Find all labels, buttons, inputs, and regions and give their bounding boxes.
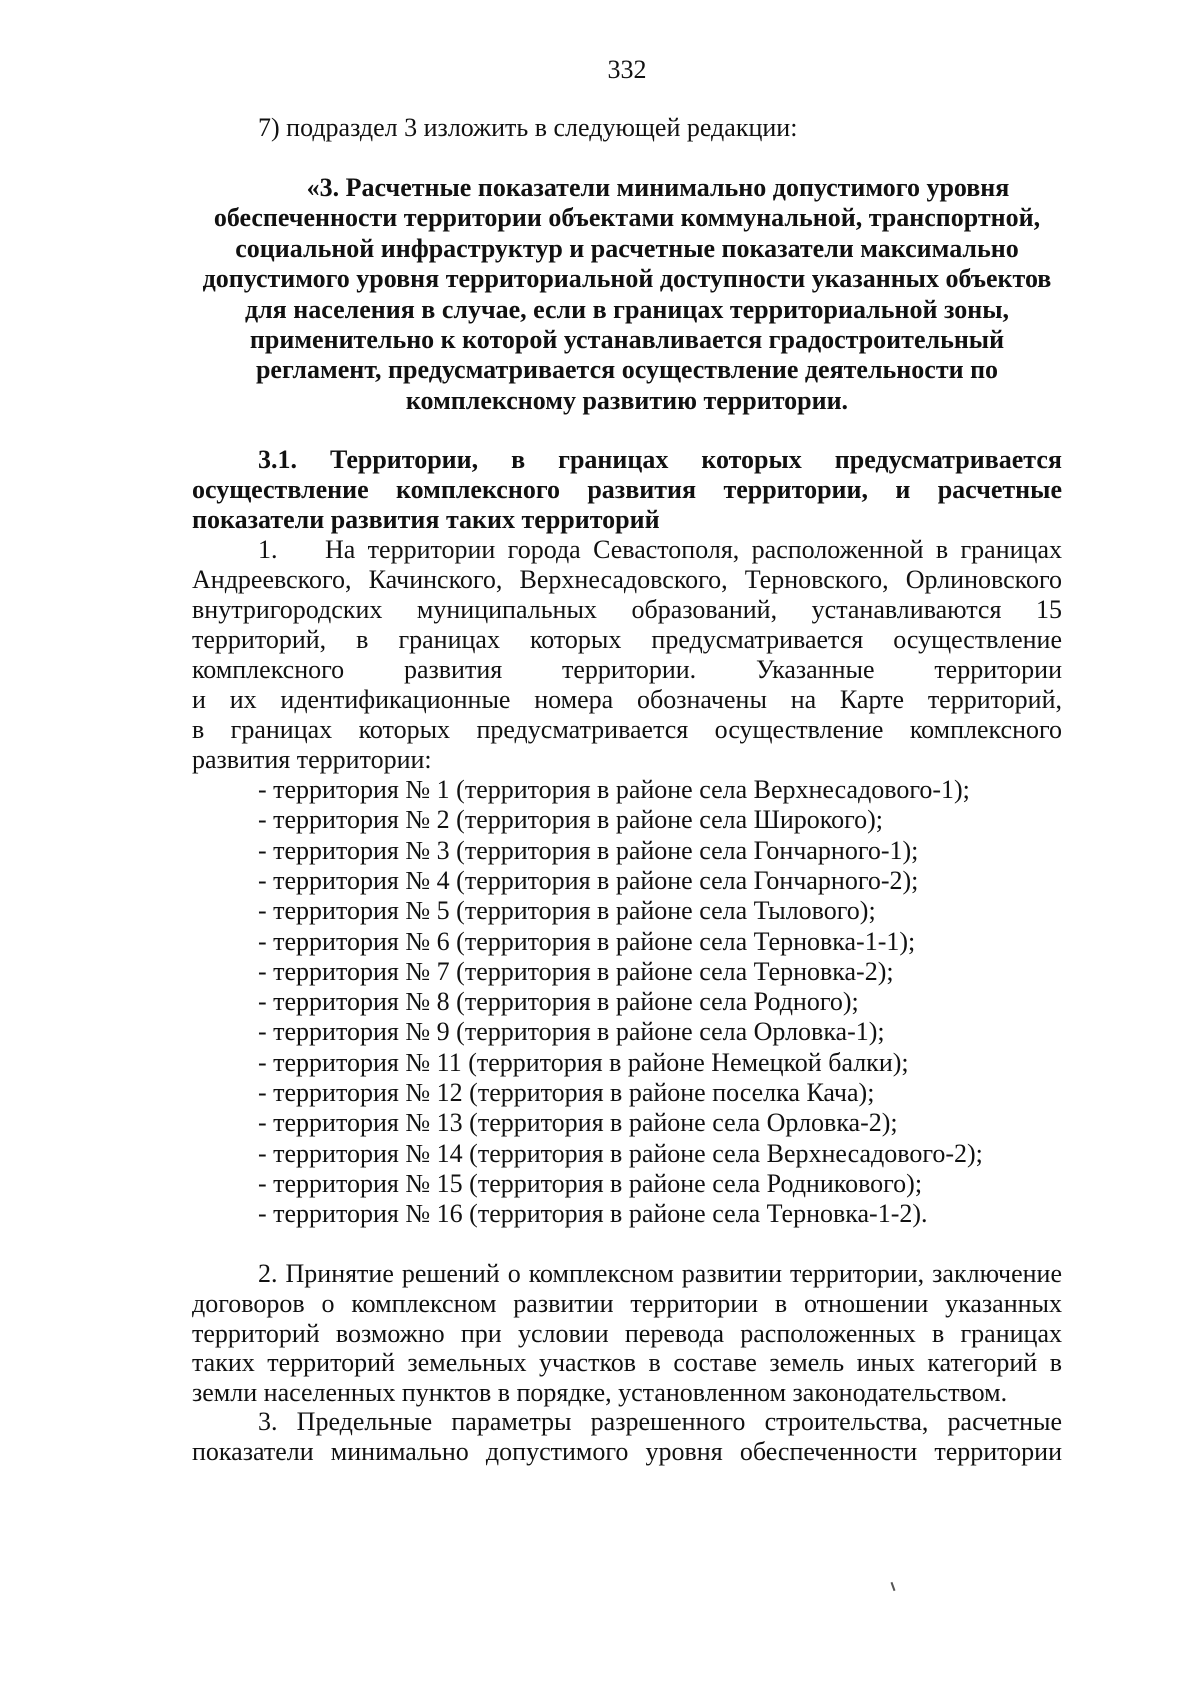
list-item: - территория № 7 (территория в районе села Терновка-2); [258, 957, 894, 986]
heading-line: обеспеченности территории объектами коммунальной, транспортной, [213, 203, 1041, 232]
list-item: - территория № 5 (территория в районе села Тылового); [258, 896, 876, 925]
page-number: 332 [607, 55, 647, 84]
list-item: - территория № 3 (территория в районе села Гончарного-1); [258, 836, 919, 865]
paragraph-line: развития территории: [192, 745, 432, 774]
intro-line: 7) подраздел 3 изложить в следующей редакции: [258, 113, 798, 142]
list-item: - территория № 8 (территория в районе села Родного); [258, 987, 859, 1016]
paragraph-line: территорий, в границах которых предусматривается осуществление [192, 625, 1062, 654]
heading-line: применительно к которой устанавливается градостроительный [249, 325, 1005, 354]
list-item: - территория № 2 (территория в районе села Широкого); [258, 805, 883, 834]
subheading-line: осуществление комплексного развития территории, и расчетные [192, 475, 1062, 504]
paragraph-line: комплексного развития территории. Указанные территории [192, 655, 1062, 684]
list-item: - территория № 4 (территория в районе села Гончарного-2); [258, 866, 919, 895]
paragraph-line: в границах которых предусматривается осуществление комплексного [192, 715, 1062, 744]
scan-mark [891, 1582, 896, 1591]
paragraph-line: территорий возможно при условии перевода расположенных в границах [192, 1319, 1062, 1348]
list-item: - территория № 12 (территория в районе поселка Кача); [258, 1078, 875, 1107]
heading-line: комплексному развитию территории. [405, 386, 849, 415]
paragraph-line: 2. Принятие решений о комплексном развитии территории, заключение [258, 1259, 1062, 1288]
paragraph-line: 3. Предельные параметры разрешенного строительства, расчетные [258, 1407, 1062, 1436]
list-item: - территория № 15 (территория в районе села Родникового); [258, 1169, 923, 1198]
paragraph-line: Андреевского, Качинского, Верхнесадовского, Терновского, Орлиновского [192, 565, 1062, 594]
paragraph-line: таких территорий земельных участков в составе земель иных категорий в [192, 1348, 1062, 1377]
heading-line: социальной инфраструктур и расчетные показатели максимально [235, 234, 1019, 263]
list-item: - территория № 14 (территория в районе села Верхнесадового-2); [258, 1139, 983, 1168]
paragraph-line: договоров о комплексном развитии территории в отношении указанных [192, 1289, 1062, 1318]
list-item: - территория № 13 (территория в районе села Орловка-2); [258, 1108, 898, 1137]
paragraph-line: земли населенных пунктов в порядке, установленном законодательством. [192, 1378, 1008, 1407]
list-item: - территория № 11 (территория в районе Немецкой балки); [258, 1048, 909, 1077]
list-item: - территория № 16 (территория в районе села Терновка-1-2). [258, 1199, 928, 1228]
heading-line: для населения в случае, если в границах территориальной зоны, [244, 295, 1010, 324]
heading-line: регламент, предусматривается осуществление деятельности по [255, 355, 999, 384]
heading-line: «3. Расчетные показатели минимально допустимого уровня [306, 173, 1010, 202]
paragraph-line: На территории города Севастополя, расположенной в границах [325, 535, 1062, 564]
paragraph-line: показатели минимально допустимого уровня обеспеченности территории [192, 1437, 1062, 1466]
list-item: - территория № 9 (территория в районе села Орловка-1); [258, 1017, 885, 1046]
list-item: - территория № 1 (территория в районе села Верхнесадового-1); [258, 775, 970, 804]
paragraph-line: внутригородских муниципальных образований, устанавливаются 15 [192, 595, 1062, 624]
paragraph-number: 1. [258, 535, 278, 564]
subheading-line: 3.1. Территории, в границах которых предусматривается [258, 445, 1062, 474]
paragraph-line: и их идентификационные номера обозначены на Карте территорий, [192, 685, 1062, 714]
list-item: - территория № 6 (территория в районе села Терновка-1-1); [258, 927, 916, 956]
heading-line: допустимого уровня территориальной доступности указанных объектов [202, 264, 1052, 293]
subheading-line: показатели развития таких территорий [192, 505, 660, 534]
